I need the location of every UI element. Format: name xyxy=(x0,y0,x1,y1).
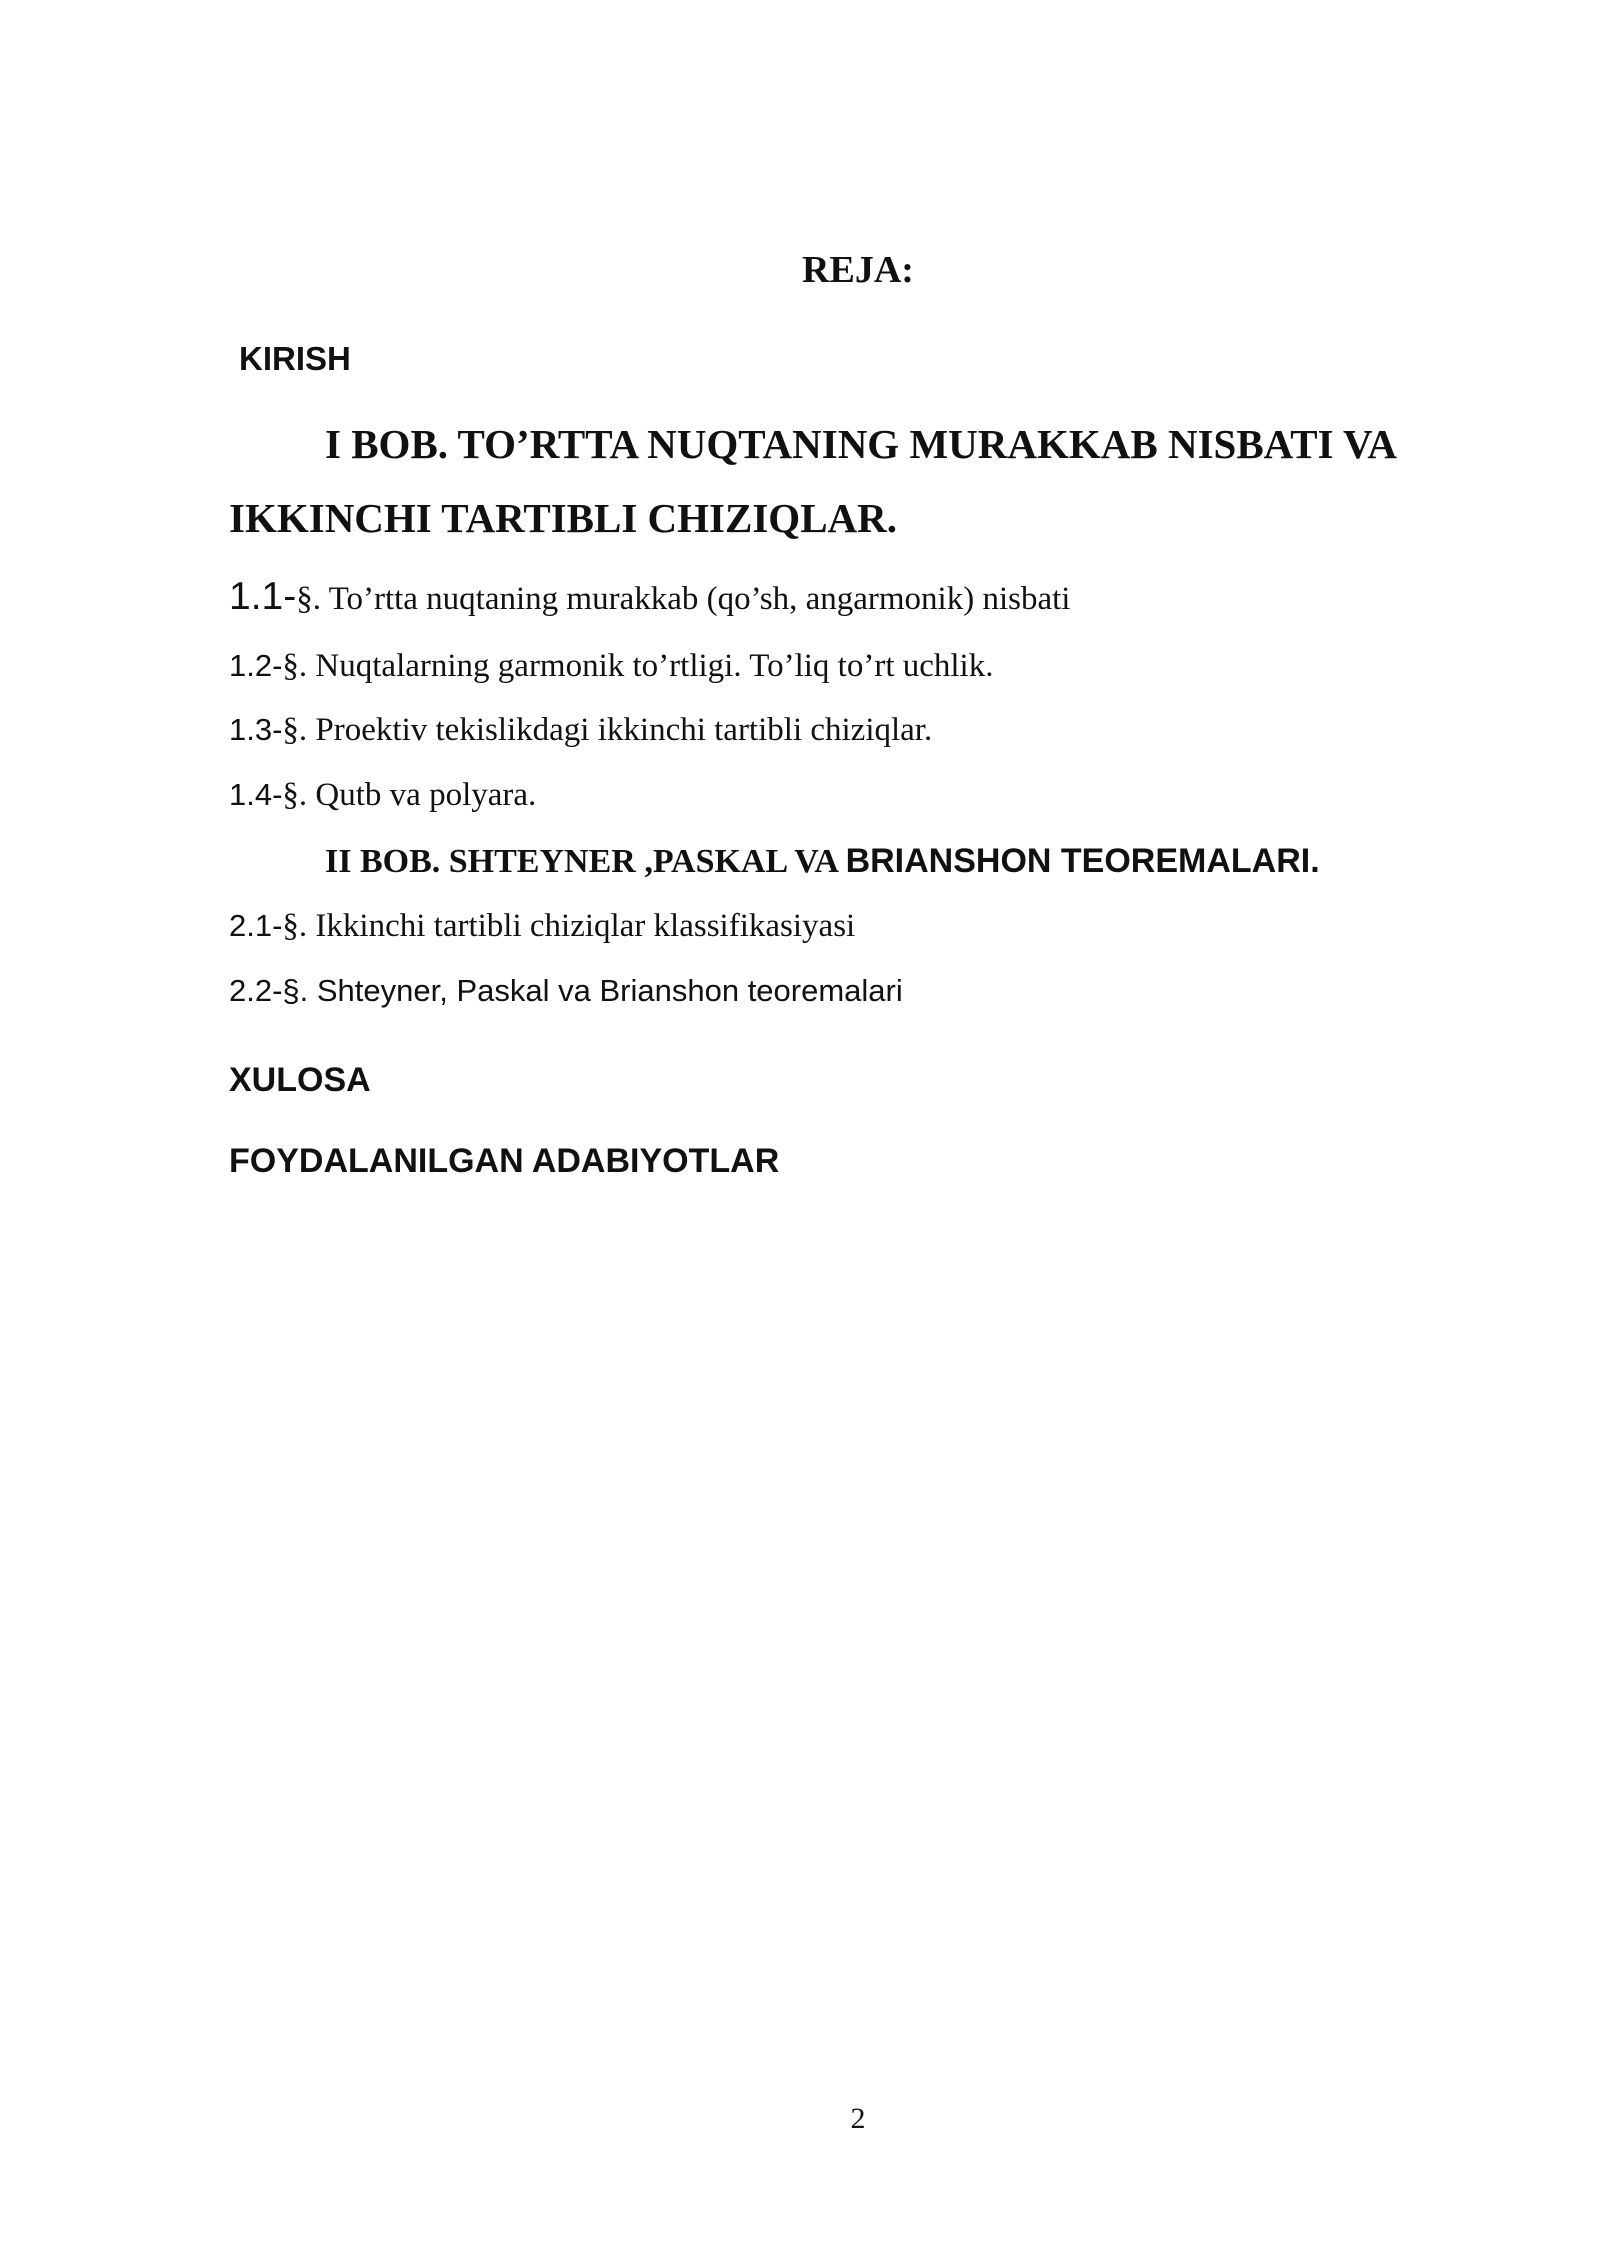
toc-section-1-1 xyxy=(229,577,1070,616)
section-number: 1.2- xyxy=(229,648,283,683)
toc-section-2-2: 2.2-§. Shteyner, Paskal va Brianshon teoremalari xyxy=(229,973,903,1008)
section-title: §. To’rtta nuqtaning murakkab (qo’sh, angarmonik) nisbati xyxy=(296,581,1071,617)
toc-intro: KIRISH xyxy=(239,340,351,377)
toc-section-2-1 xyxy=(229,910,855,943)
chapter-2-heading-prefix: II BOB. SHTEYNER ,PASKAL VA xyxy=(325,843,846,880)
chapter-1-heading-line-2: IKKINCHI TARTIBLI CHIZIQLAR. xyxy=(229,495,898,541)
section-number: 1.4- xyxy=(229,777,283,812)
toc-conclusion: XULOSA xyxy=(229,1061,371,1099)
toc-section-1-2 xyxy=(229,650,993,683)
chapter-1-heading-line-1: I BOB. TO’RTTA NUQTANING MURAKKAB NISBATI VA xyxy=(325,421,1397,467)
toc-references: FOYDALANILGAN ADABIYOTLAR xyxy=(229,1142,780,1180)
section-number: 1.1- xyxy=(229,575,297,618)
chapter-2-heading xyxy=(325,844,1320,879)
section-number: 2.1- xyxy=(229,908,283,943)
section-title: §. Nuqtalarning garmonik to’rtligi. To’liq to’rt uchlik. xyxy=(282,648,994,684)
section-title: §. Proektiv tekislikdagi ikkinchi tartibli chiziqlar. xyxy=(282,712,933,748)
section-number: 1.3- xyxy=(229,712,283,747)
chapter-2-heading-suffix: BRIANSHON TEOREMALARI. xyxy=(845,842,1320,880)
toc-section-1-4 xyxy=(229,779,536,812)
toc-section-1-3 xyxy=(229,714,932,747)
section-title: §. Ikkinchi tartibli chiziqlar klassifikasiyasi xyxy=(282,908,856,944)
section-title: §. Qutb va polyara. xyxy=(282,777,537,813)
page-number: 2 xyxy=(850,2102,866,2135)
page-title: REJA: xyxy=(802,249,914,291)
